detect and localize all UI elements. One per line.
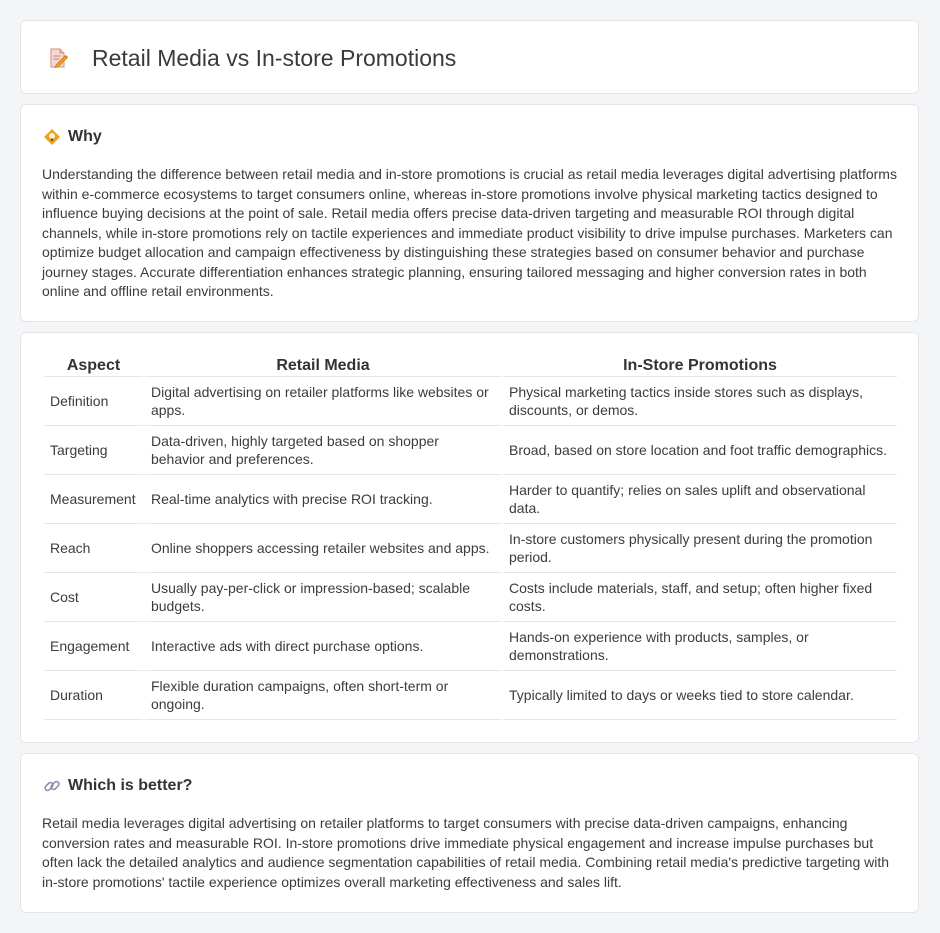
link-icon xyxy=(43,777,61,795)
in-store-cell: Broad, based on store location and foot traffic demographics. xyxy=(503,426,897,475)
retail-media-cell: Interactive ads with direct purchase options. xyxy=(145,622,501,671)
retail-media-cell: Flexible duration campaigns, often short-term or ongoing. xyxy=(145,671,501,720)
aspect-cell: Reach xyxy=(44,524,143,573)
in-store-cell: Hands-on experience with products, samples, or demonstrations. xyxy=(503,622,897,671)
aspect-cell: Cost xyxy=(44,573,143,622)
header-aspect: Aspect xyxy=(44,355,143,377)
table-header-row xyxy=(44,355,897,377)
table-row xyxy=(44,524,897,573)
header-retail-media: Retail Media xyxy=(145,355,501,377)
document-pencil-icon xyxy=(47,47,69,69)
aspect-cell: Engagement xyxy=(44,622,143,671)
retail-media-cell: Digital advertising on retailer platforms like websites or apps. xyxy=(145,377,501,426)
in-store-cell: In-store customers physically present during the promotion period. xyxy=(503,524,897,573)
table-row xyxy=(44,573,897,622)
in-store-cell: Physical marketing tactics inside stores such as displays, discounts, or demos. xyxy=(503,377,897,426)
aspect-cell: Duration xyxy=(44,671,143,720)
better-heading-text: Which is better? xyxy=(68,777,193,794)
retail-media-cell: Real-time analytics with precise ROI tracking. xyxy=(145,475,501,524)
table-row xyxy=(44,377,897,426)
header-in-store-promotions: In-Store Promotions xyxy=(503,355,897,377)
retail-media-cell: Online shoppers accessing retailer websites and apps. xyxy=(145,524,501,573)
table-row xyxy=(44,426,897,475)
aspect-cell: Measurement xyxy=(44,475,143,524)
table-row xyxy=(44,475,897,524)
why-heading xyxy=(43,126,102,148)
aspect-cell: Targeting xyxy=(44,426,143,475)
comparison-table xyxy=(42,355,899,720)
in-store-cell: Costs include materials, staff, and setup; often higher fixed costs. xyxy=(503,573,897,622)
aspect-cell: Definition xyxy=(44,377,143,426)
in-store-cell: Typically limited to days or weeks tied to store calendar. xyxy=(503,671,897,720)
comparison-section xyxy=(20,332,919,743)
retail-media-cell: Usually pay-per-click or impression-based; scalable budgets. xyxy=(145,573,501,622)
better-paragraph: Retail media leverages digital advertising on retailer platforms to target consumers with precise data-driven campaigns, enhancing conversion rates and measurable ROI. In-store promotions drive immediate physical engagement and increase impulse purchases but often lack the detailed analytics and audience segmentation capabilities of retail media. Combining retail media's predictive targeting with in-store promotions' tactile experience optimizes overall marketing effectiveness and sales lift. xyxy=(42,815,890,890)
page-title: Retail Media vs In-store Promotions xyxy=(92,45,457,71)
diamond-lightbulb-icon xyxy=(43,128,61,146)
why-heading-text: Why xyxy=(68,128,102,145)
which-is-better-section xyxy=(20,753,919,913)
why-paragraph: Understanding the difference between retail media and in-store promotions is crucial as retail media leverages digital advertising platforms within e-commerce ecosystems to target consumers online, whereas in-store promotions involve physical marketing tactics designed to influence buying decisions at the point of sale. Retail media offers precise data-driven targeting and measurable ROI through digital channels, while in-store promotions rely on tactile experiences and immediate product visibility to drive impulse purchases. Marketers can optimize budget allocation and campaign effectiveness by distinguishing these strategies based on consumer behavior and purchase journey stages. Accurate differentiation enhances strategic planning, ensuring tailored messaging and higher conversion rates in both online and offline retail environments. xyxy=(42,166,897,299)
in-store-cell: Harder to quantify; relies on sales uplift and observational data. xyxy=(503,475,897,524)
table-row xyxy=(44,622,897,671)
retail-media-cell: Data-driven, highly targeted based on shopper behavior and preferences. xyxy=(145,426,501,475)
why-section xyxy=(20,104,919,322)
table-row xyxy=(44,671,897,720)
better-heading xyxy=(43,775,192,797)
title-card xyxy=(20,20,919,94)
